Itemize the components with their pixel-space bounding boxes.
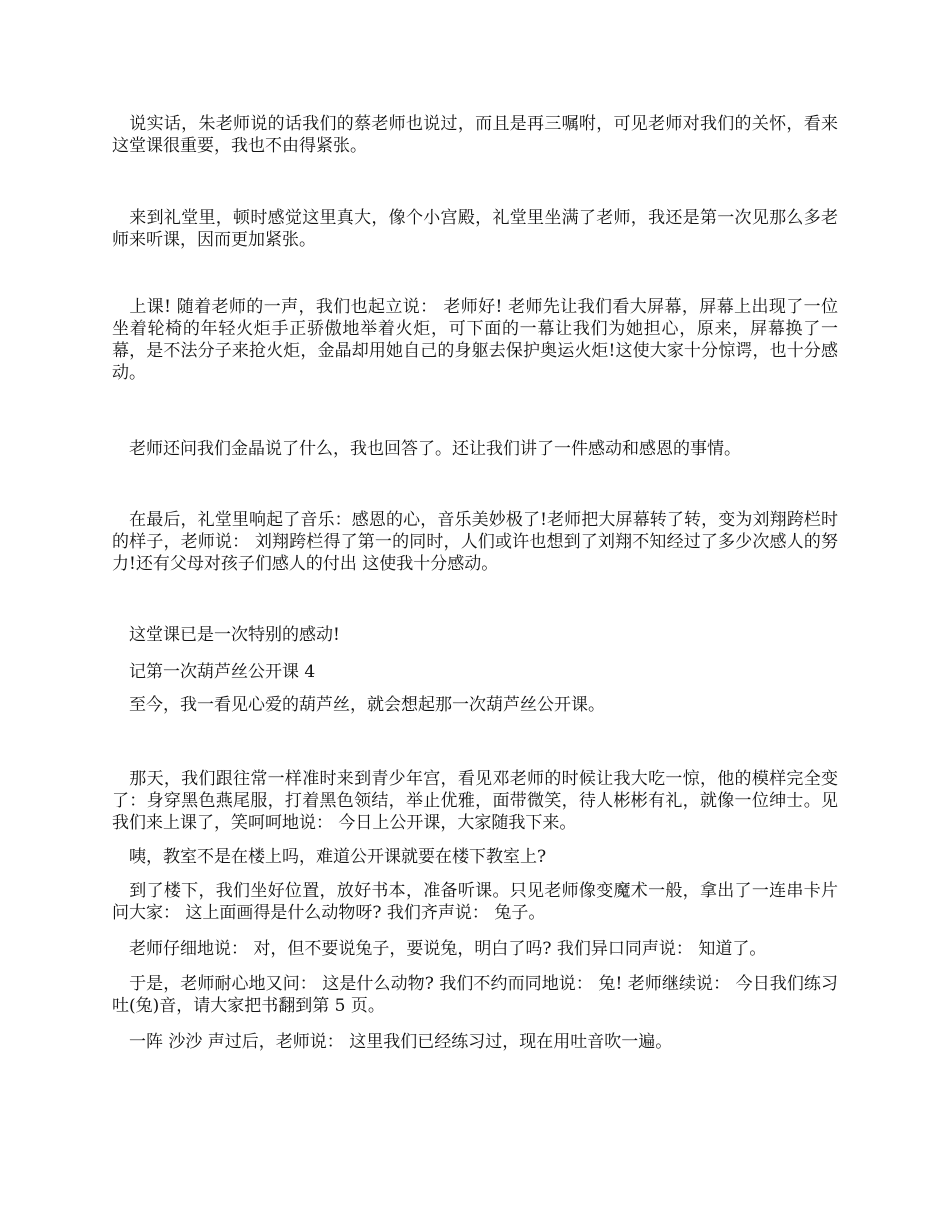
- paragraph-7: 至今，我一看见心爱的葫芦丝，就会想起那一次葫芦丝公开课。: [112, 695, 605, 715]
- paragraph-2: 来到礼堂里，顿时感觉这里真大，像个小宫殿，礼堂里坐满了老师，我还是第一次见那么多老师来听课，因而更加紧张。: [112, 208, 838, 250]
- paragraph-4: 老师还问我们金晶说了什么，我也回答了。还让我们讲了一件感动和感恩的事情。: [112, 439, 741, 459]
- paragraph-11: 老师仔细地说： 对，但不要说兔子，要说兔，明白了吗? 我们异口同声说： 知道了。: [112, 939, 767, 959]
- paragraph-9: 咦，教室不是在楼上吗，难道公开课就要在楼下教室上?: [112, 847, 547, 867]
- paragraph-12: 于是，老师耐心地又问： 这是什么动物? 我们不约而同地说： 兔! 老师继续说： 今日我们练习吐(兔)音，请大家把书翻到第 5 页。: [112, 974, 838, 1016]
- paragraph-13: 一阵 沙沙 声过后，老师说： 这里我们已经练习过，现在用吐音吹一遍。: [112, 1032, 673, 1052]
- paragraph-5: 在最后，礼堂里响起了音乐：感恩的心，音乐美妙极了!老师把大屏幕转了转，变为刘翔跨栏时的样子，老师说： 刘翔跨栏得了第一的同时，人们或许也想到了刘翔不知经过了多少次感人的努力!还有父母对孩子们感人的付出 这使我十分感动。: [112, 510, 838, 574]
- paragraph-6: 这堂课已是一次特别的感动!: [112, 625, 340, 645]
- paragraph-3: 上课! 随着老师的一声，我们也起立说： 老师好! 老师先让我们看大屏幕，屏幕上出现了一位坐着轮椅的年轻火炬手正骄傲地举着火炬，可下面的一幕让我们为她担心，原来，屏幕换了一幕，是不法分子来抢火炬，金晶却用她自己的身躯去保护奥运火炬!这使大家十分惊谔，也十分感动。: [112, 297, 838, 383]
- paragraph-1: 说实话，朱老师说的话我们的蔡老师也说过，而且是再三嘱咐，可见老师对我们的关怀，看来这堂课很重要，我也不由得紧张。: [112, 114, 838, 156]
- paragraph-8: 那天，我们跟往常一样准时来到青少年宫，看见邓老师的时候让我大吃一惊，他的模样完全变了：身穿黑色燕尾服，打着黑色领结，举止优雅，面带微笑，待人彬彬有礼，就像一位绅士。见我们来上课了，笑呵呵地说： 今日上公开课，大家随我下来。: [112, 769, 838, 833]
- section-heading: 记第一次葫芦丝公开课 4: [112, 662, 316, 682]
- paragraph-10: 到了楼下，我们坐好位置，放好书本，准备听课。只见老师像变魔术一般，拿出了一连串卡片问大家： 这上面画得是什么动物呀? 我们齐声说： 兔子。: [112, 881, 838, 923]
